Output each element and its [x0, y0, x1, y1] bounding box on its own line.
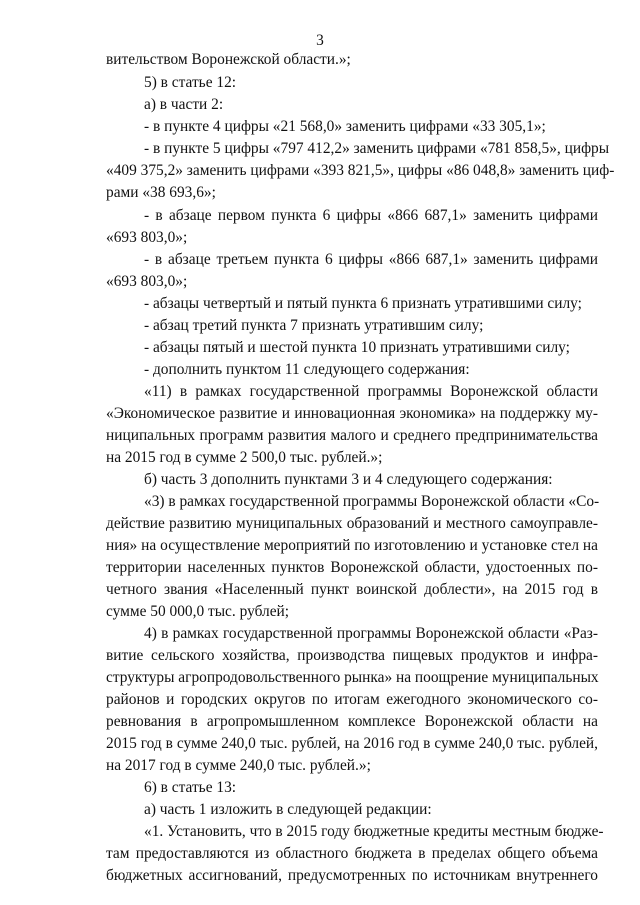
text-line: ревнования в агропромышленном комплексе Воронежской области на	[106, 713, 598, 730]
text-line: структуры агропродовольственного рынка» на поощрение муниципальных	[106, 669, 599, 686]
text-line: территории населенных пунктов Воронежской области, удостоенных по-	[106, 559, 598, 576]
text-line: «Экономическое развитие и инновационная экономика» на поддержку му-	[106, 405, 598, 422]
text-line: «3) в рамках государственной программы Воронежской области «Со-	[144, 493, 600, 510]
text-line: 5) в статье 12:	[144, 74, 237, 91]
text-line: - в пункте 5 цифры «797 412,2» заменить цифрами «781 858,5», цифры	[144, 140, 610, 157]
text-line: ния» на осуществление мероприятий по изготовлению и установке стел на	[106, 537, 598, 554]
text-line: 2015 год в сумме 240,0 тыс. рублей, на 2016 год в сумме 240,0 тыс. рублей,	[106, 735, 598, 752]
text-line: бюджетных ассигнований, предусмотренных по источникам внутреннего	[106, 867, 598, 884]
text-line: районов и городских округов по итогам ежегодного экономического со-	[106, 691, 598, 708]
text-line: а) часть 1 изложить в следующей редакции:	[144, 801, 432, 818]
text-line: - абзац третий пункта 7 признать утратившим силу;	[144, 317, 484, 334]
text-line: рами «38 693,6»;	[106, 184, 216, 201]
text-line: - дополнить пунктом 11 следующего содержания:	[144, 361, 470, 378]
text-line: «1. Установить, что в 2015 году бюджетные кредиты местным бюдже-	[144, 823, 604, 840]
text-line: «693 803,0»;	[106, 229, 188, 246]
text-line: действие развитию муниципальных образований и местного самоуправле-	[106, 515, 598, 532]
text-line: - в пункте 4 цифры «21 568,0» заменить цифрами «33 305,1»;	[144, 118, 546, 135]
text-line: «409 375,2» заменить цифрами «393 821,5», цифры «86 048,8» заменить циф-	[106, 162, 615, 179]
page-number: 3	[316, 32, 324, 49]
text-line: 4) в рамках государственной программы Воронежской области «Раз-	[144, 625, 598, 642]
text-line: витие сельского хозяйства, производства пищевых продуктов и инфра-	[106, 647, 598, 664]
text-line: вительством Воронежской области.»;	[106, 51, 351, 68]
text-line: ниципальных программ развития малого и среднего предпринимательства	[106, 427, 598, 444]
text-line: «693 803,0»;	[106, 273, 188, 290]
text-line: - в абзаце третьем пункта 6 цифры «866 687,1» заменить цифрами	[144, 251, 598, 268]
text-line: там предоставляются из областного бюджета в пределах общего объема	[106, 845, 598, 862]
text-line: - в абзаце первом пункта 6 цифры «866 687,1» заменить цифрами	[144, 207, 598, 224]
text-line: - абзацы пятый и шестой пункта 10 признать утратившими силу;	[144, 339, 570, 356]
text-line: б) часть 3 дополнить пунктами 3 и 4 следующего содержания:	[144, 471, 553, 488]
text-line: на 2015 год в сумме 2 500,0 тыс. рублей.»;	[106, 449, 383, 466]
text-line: на 2017 год в сумме 240,0 тыс. рублей.»;	[106, 757, 371, 774]
text-line: а) в части 2:	[144, 96, 224, 113]
text-line: сумме 50 000,0 тыс. рублей;	[106, 603, 290, 620]
text-line: 6) в статье 13:	[144, 779, 237, 796]
text-line: четного звания «Населенный пункт воинской доблести», на 2015 год в	[106, 581, 598, 598]
text-line: «11) в рамках государственной программы Воронежской области	[144, 383, 598, 400]
text-line: - абзацы четвертый и пятый пункта 6 признать утратившими силу;	[144, 295, 582, 312]
